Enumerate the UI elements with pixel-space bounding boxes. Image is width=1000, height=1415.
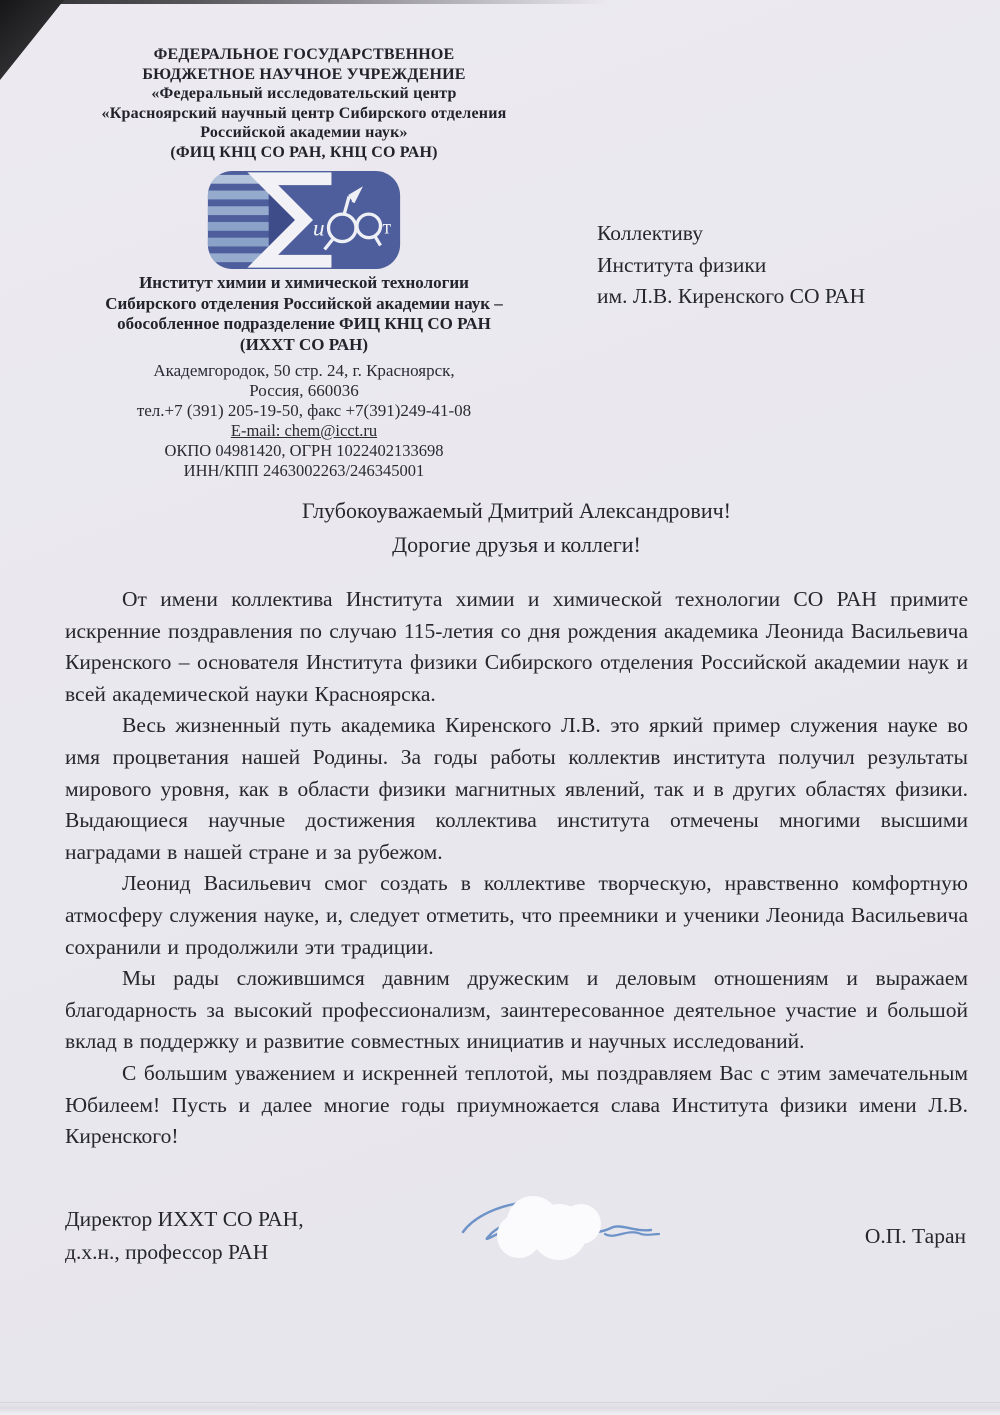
body-paragraph: Весь жизненный путь академика Киренского Л.В. это яркий пример служения науке во имя процветания нашей Родины. За годы работы коллектив института получил результаты мирового уровня, как в области физики магнитных явлений, так и в других областях физики. Выдающиеся научные достижения коллектива института отмечены многими высшими наградами в нашей стране и за рубежом.	[65, 713, 968, 864]
scan-artifact-bottom-edge	[0, 1402, 1000, 1415]
addressee-line: им. Л.В. Киренского СО РАН	[597, 284, 866, 308]
letterhead	[58, 45, 550, 481]
org-name-line: ФЕДЕРАЛЬНОЕ ГОСУДАРСТВЕННОЕ	[153, 46, 455, 63]
org-name-line: БЮДЖЕТНОЕ НАУЧНОЕ УЧРЕЖДЕНИЕ	[142, 65, 466, 83]
salutation	[65, 494, 968, 562]
body-paragraph: Мы рады сложившимся давним дружеским и деловым отношениям и выражаем благодарность за высокий профессионализм, заинтересованное деятельное участие и большой вклад в поддержку и развитие совместных инициатив и научных исследований.	[65, 966, 968, 1054]
institute-name-line: Институт химии и химической технологии	[139, 273, 469, 292]
address-line: Россия, 660036	[249, 381, 359, 400]
signer-position-line: Директор ИХХТ СО РАН,	[65, 1207, 304, 1231]
institute-name-line: (ИХХТ СО РАН)	[239, 334, 369, 354]
registration-codes-line: ИНН/КПП 2463002263/246345001	[183, 461, 425, 480]
body-paragraph: С большим уважением и искренней теплотой, мы поздравляем Вас с этим замечательным Юбилеем! Пусть и далее многие годы приумножается слава Института физики имени Л.В. Киренского!	[65, 1060, 968, 1149]
org-name-line: «Федеральный исследовательский центр	[151, 85, 457, 102]
org-name-line: Российской академии наук»	[200, 124, 408, 141]
addressee-line: Института физики	[597, 252, 767, 277]
institute-name-line: обособленное подразделение ФИЦ КНЦ СО РАН	[117, 314, 491, 333]
salutation-line: Дорогие друзья и коллеги!	[392, 532, 641, 557]
signer-name: О.П. Таран	[864, 1224, 966, 1248]
body-paragraph: От имени коллектива Института химии и химической технологии СО РАН примите искренние поздравления по случаю 115-летия со дня рождения академика Леонида Васильевича Киренского – основателя Института физики Сибирского отделения Российской академии наук и всей академической науки Красноярска.	[65, 587, 968, 706]
signer-position-line: д.х.н., профессор РАН	[65, 1240, 269, 1264]
org-name-line: (ФИЦ КНЦ СО РАН, КНЦ СО РАН)	[170, 143, 438, 161]
org-name-line: «Красноярский научный центр Сибирского отделения	[101, 104, 507, 122]
address-line: Академгородок, 50 стр. 24, г. Красноярск,	[153, 361, 455, 380]
phone-fax-line: тел.+7 (391) 205-19-50, факс +7(391)249-41-08	[136, 401, 472, 420]
scan-artifact-top-edge	[0, 0, 640, 4]
icct-logo-image	[205, 169, 403, 271]
addressee-line: Коллективу	[597, 221, 703, 245]
letter-body	[65, 584, 968, 1153]
addressee-block	[597, 218, 865, 313]
signer-position	[65, 1203, 304, 1269]
handwritten-signature	[455, 1192, 675, 1282]
institute-name-line: Сибирского отделения Российской академии наук –	[105, 293, 503, 313]
logo-letter-t: т	[382, 217, 392, 239]
signature-tail	[605, 1232, 659, 1235]
signature-whiteout-blob	[497, 1196, 601, 1260]
logo-letter-i: и	[312, 215, 325, 242]
registration-codes-line: ОКПО 04981420, ОГРН 1022402133698	[164, 441, 444, 460]
icct-logo	[205, 169, 403, 271]
scan-artifact-corner	[0, 0, 64, 80]
salutation-line: Глубокоуважаемый Дмитрий Александрович!	[302, 498, 731, 523]
body-paragraph: Леонид Васильевич смог создать в коллективе творческую, нравственно комфортную атмосферу служения науке, и, следует отметить, что преемники и ученики Леонида Васильевича сохранили и продолжили эти традиции.	[65, 871, 968, 959]
email-line: E-mail: chem@icct.ru	[230, 421, 378, 440]
